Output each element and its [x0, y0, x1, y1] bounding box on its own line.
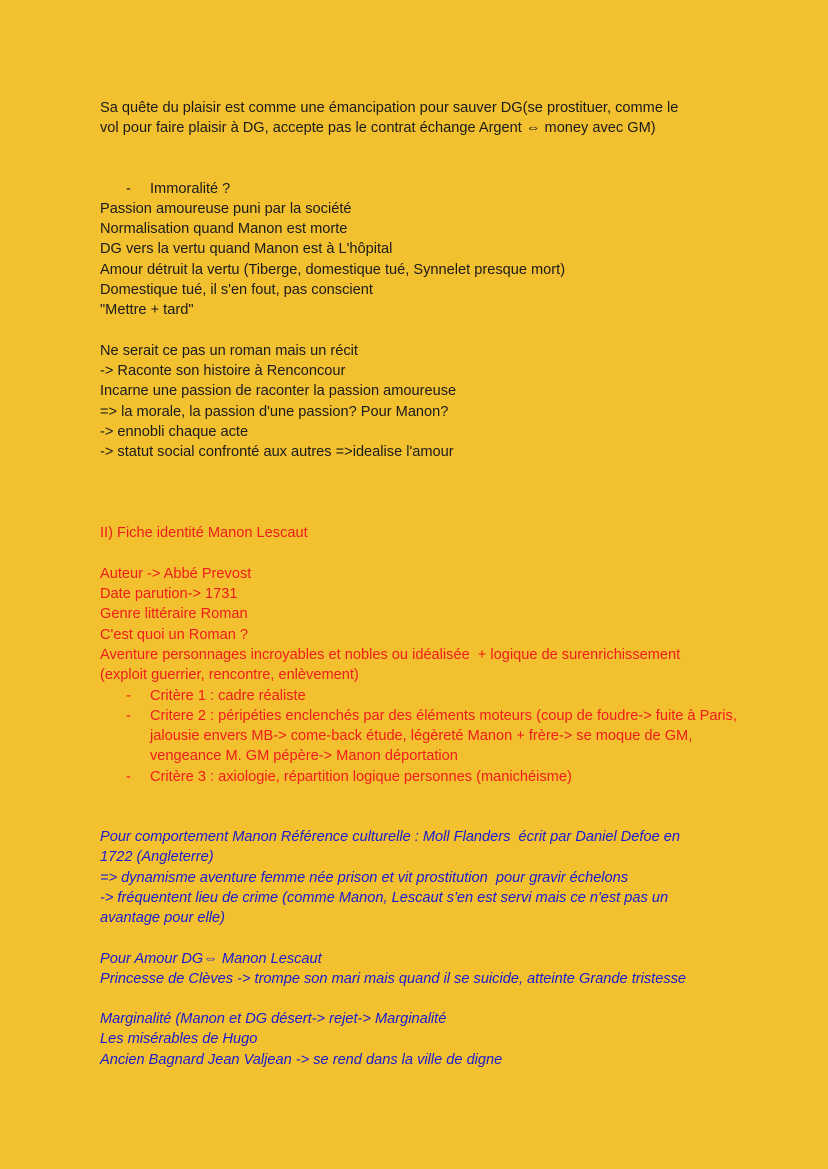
criteria-text: Critère 1 : cadre réaliste: [150, 687, 306, 704]
recit-line: -> ennobli chaque acte: [100, 423, 249, 440]
reference-line: avantage pour elle): [100, 910, 225, 927]
fiche-line: C'est quoi un Roman ?: [100, 626, 248, 643]
intro-paragraph: [100, 98, 748, 139]
reference-line: Pour Amour DG⇔ Manon Lescaut: [100, 950, 322, 967]
reference-block: [100, 1009, 748, 1070]
fiche-line: Auteur -> Abbé Prevost: [100, 565, 252, 582]
criteria-item: [100, 686, 748, 706]
spacer: [100, 787, 748, 827]
recit-line: -> statut social confronté aux autres =>idealise l'amour: [100, 444, 454, 461]
immoralite-section: [100, 179, 748, 321]
reference-line: Les misérables de Hugo: [100, 1031, 258, 1048]
immoralite-line: Passion amoureuse puni par la société: [100, 200, 352, 217]
immoralite-line: Amour détruit la vertu (Tiberge, domestique tué, Synnelet presque mort): [100, 261, 566, 278]
reference-line: -> fréquentent lieu de crime (comme Manon, Lescaut s'en est servi mais ce n'est pas un: [100, 889, 669, 906]
reference-line: Pour comportement Manon Référence culturelle : Moll Flanders écrit par Daniel Defoe en: [100, 829, 680, 846]
reference-line: Princesse de Clèves -> trompe son mari mais quand il se suicide, atteinte Grande tristesse: [100, 970, 687, 987]
reference-line: Marginalité (Manon et DG désert-> rejet-> Marginalité: [100, 1011, 447, 1028]
spacer: [100, 989, 748, 1009]
intro-line: vol pour faire plaisir à DG, accepte pas le contrat échange Argent ⇔ money avec GM): [100, 120, 656, 137]
bullet-dash: -: [126, 768, 131, 785]
spacer: [100, 139, 748, 179]
spacer: [100, 544, 748, 564]
reference-block: [100, 949, 748, 990]
recit-line: Ne serait ce pas un roman mais un récit: [100, 342, 358, 359]
immoralite-line: Domestique tué, il s'en fout, pas conscient: [100, 282, 373, 299]
recit-section: [100, 341, 748, 463]
criteria-list: [100, 686, 748, 787]
spacer: [100, 462, 748, 523]
recit-line: Incarne une passion de raconter la passion amoureuse: [100, 383, 457, 400]
bullet-dash: -: [126, 707, 131, 724]
criteria-text: Critère 3 : axiologie, répartition logique personnes (manichéisme): [150, 768, 572, 785]
reference-line: 1722 (Angleterre): [100, 849, 214, 866]
immoralite-bullet: [100, 179, 748, 199]
fiche-line: Date parution-> 1731: [100, 586, 238, 603]
bullet-dash: -: [126, 687, 131, 704]
fiche-line: (exploit guerrier, rencontre, enlèvement): [100, 667, 359, 684]
bullet-text: Immoralité ?: [150, 180, 231, 197]
reference-block: [100, 827, 748, 928]
immoralite-line: "Mettre + tard": [100, 302, 194, 319]
criteria-item: [100, 767, 748, 787]
spacer: [100, 321, 748, 341]
references-section: [100, 827, 748, 1070]
immoralite-line: DG vers la vertu quand Manon est à L'hôpital: [100, 241, 393, 258]
recit-line: => la morale, la passion d'une passion? Pour Manon?: [100, 403, 449, 420]
criteria-item: [100, 706, 748, 767]
reference-line: => dynamisme aventure femme née prison et vit prostitution pour gravir échelons: [100, 869, 629, 886]
bullet-dash: -: [126, 180, 131, 197]
fiche-line: Genre littéraire Roman: [100, 606, 248, 623]
intro-line: Sa quête du plaisir est comme une émancipation pour sauver DG(se prostituer, comme le: [100, 100, 679, 116]
fiche-line: Aventure personnages incroyables et nobles ou idéalisée + logique de surenrichissement: [100, 646, 681, 663]
spacer: [100, 929, 748, 949]
reference-line: Ancien Bagnard Jean Valjean -> se rend dans la ville de digne: [100, 1051, 503, 1068]
immoralite-line: Normalisation quand Manon est morte: [100, 221, 348, 238]
criteria-text: Critere 2 : péripéties enclenchés par des éléments moteurs (coup de foudre-> fuite à Paris, jalousie envers MB-> come-back étude, légèreté Manon + frère-> se moque de GM, vengeance M. GM pépère-> Manon déportation: [150, 707, 737, 765]
fiche-section: [100, 523, 748, 787]
recit-line: -> Raconte son histoire à Renconcour: [100, 362, 346, 379]
section-heading: II) Fiche identité Manon Lescaut: [100, 525, 308, 542]
